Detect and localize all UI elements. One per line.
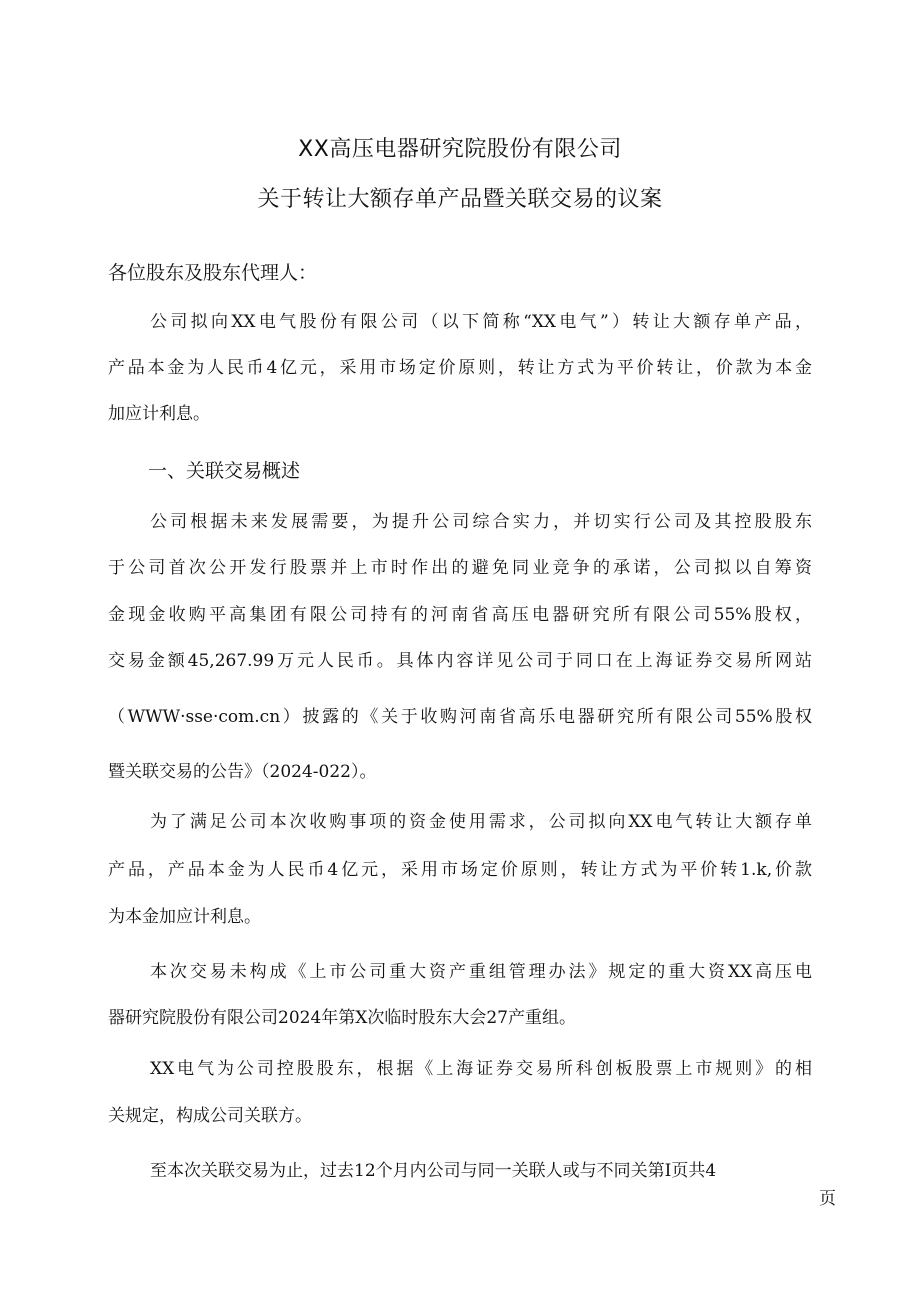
paragraph-5-line: XX电气为公司控股股东，根据《上海证券交易所科创板股票上市规则》的相 bbox=[150, 1059, 812, 1079]
paragraph-2-line: 暨关联交易的公告》（2024-022）。 bbox=[108, 762, 377, 782]
greeting: 各位股东及股东代理人： bbox=[108, 262, 318, 284]
section-heading: 一、关联交易概述 bbox=[148, 460, 301, 482]
paragraph-2-line: 于公司首次公开发行股票并上市时作出的避免同业竞争的承诺，公司拟以自筹资 bbox=[108, 558, 812, 578]
paragraph-3-line: 为本金加应计利息。 bbox=[108, 907, 261, 927]
paragraph-3-line: 产品，产品本金为人民币4亿元，采用市场定价原则，转让方式为平价转1.k,价款 bbox=[108, 860, 812, 880]
document-title-subject: 关于转让大额存单产品暨关联交易的议案 bbox=[257, 187, 663, 212]
paragraph-4-line: 本次交易未构成《上市公司重大资产重组管理办法》规定的重大资XX高压电 bbox=[150, 962, 812, 982]
paragraph-1-line: 产品本金为人民币4亿元，采用市场定价原则，转让方式为平价转让，价款为本金 bbox=[108, 358, 812, 378]
paragraph-1-line: 公司拟向XX电气股份有限公司（以下简称“XX电气”）转让大额存单产品， bbox=[150, 312, 812, 332]
paragraph-2-line: 金现金收购平高集团有限公司持有的河南省高压电器研究所有限公司55%股权， bbox=[108, 605, 812, 625]
paragraph-2-line: （WWW·sse·com.cn）披露的《关于收购河南省高乐电器研究所有限公司55%股权 bbox=[108, 707, 812, 727]
paragraph-2-line: 交易金额45,267.99万元人民币。具体内容详见公司于同口在上海证券交易所网站 bbox=[108, 651, 812, 671]
document-title-company: XX高压电器研究院股份有限公司 bbox=[298, 137, 622, 162]
paragraph-5-line: 关规定，构成公司关联方。 bbox=[108, 1106, 312, 1126]
paragraph-6-line: 至本次关联交易为止，过去12个月内公司与同一关联人或与不同关第I页共4 bbox=[150, 1161, 717, 1181]
paragraph-2-line: 公司根据未来发展需要，为提升公司综合实力，并切实行公司及其控股股东 bbox=[150, 512, 812, 532]
paragraph-3-line: 为了满足公司本次收购事项的资金使用需求，公司拟向XX电气转让大额存单 bbox=[150, 812, 812, 832]
page-footer: 页 bbox=[819, 1189, 836, 1209]
paragraph-4-line: 器研究院股份有限公司2024年第X次临时股东大会27产重组。 bbox=[108, 1008, 576, 1028]
paragraph-1-line: 加应计利息。 bbox=[108, 404, 210, 424]
